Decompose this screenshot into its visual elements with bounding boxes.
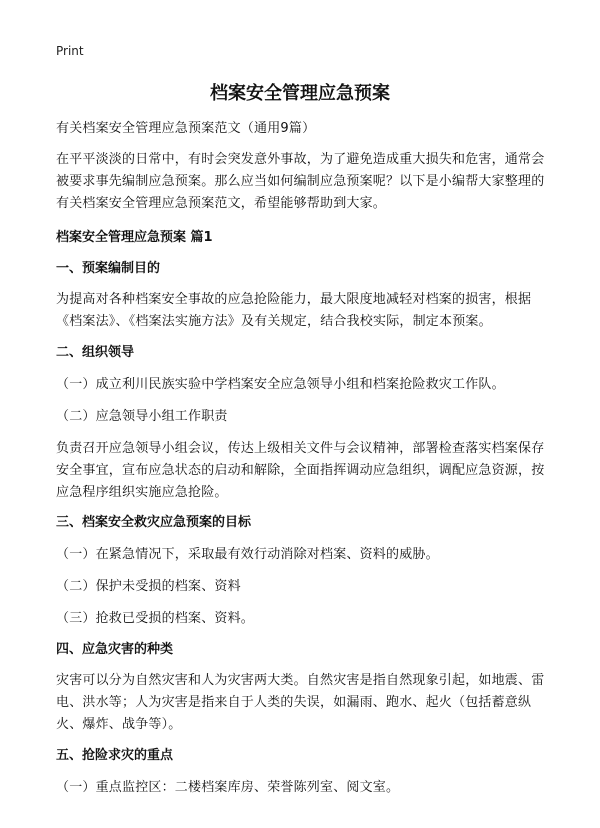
- paragraph-org-c: 负责召开应急领导小组会议，传达上级相关文件与会议精神，部署检查落实档案保存安全事宜，宣布应急状态的启动和解除，全面指挥调动应急组织，调配应急资源，按应急程序组织实施应急抢险。: [56, 441, 545, 500]
- heading-goals: 三、档案安全救灾应急预案的目标: [56, 515, 252, 530]
- section-heading: 档案安全管理应急预案 篇1: [56, 230, 213, 245]
- intro-paragraph: 在平平淡淡的日常中，有时会突发意外事故，为了避免造成重大损失和危害，通常会被要求事先编制应急预案。那么应当如何编制应急预案呢？以下是小编帮大家整理的有关档案安全管理应急预案范文，希望能够帮助到大家。: [56, 152, 545, 211]
- heading-purpose: 一、预案编制目的: [56, 261, 161, 276]
- heading-rescue-focus: 五、抢险求灾的重点: [56, 748, 174, 763]
- paragraph-disaster-types: 灾害可以分为自然灾害和人为灾害两大类。自然灾害是指自然现象引起，如地震、雷电、洪水等；人为灾害是指来自于人类的失误，如漏雨、跑水、起火（包括蓄意纵火、爆炸、战争等）。: [56, 673, 545, 732]
- document-body: [56, 118, 546, 799]
- paragraph-rescue-a: （一）重点监控区：二楼档案库房、荣誉陈列室、阅文室。: [56, 780, 400, 795]
- print-link[interactable]: Print: [56, 44, 84, 58]
- paragraph-goal-b: （二）保护未受损的档案、资料: [56, 579, 241, 594]
- paragraph-org-b: （二）应急领导小组工作职责: [56, 409, 228, 424]
- paragraph-purpose: 为提高对各种档案安全事故的应急抢险能力，最大限度地减轻对档案的损害，根据《档案法》、《档案法实施方法》及有关规定，结合我校实际，制定本预案。: [56, 292, 532, 329]
- paragraph-goal-c: （三）抢救已受损的档案、资料。: [56, 611, 255, 626]
- heading-organization: 二、组织领导: [56, 345, 135, 360]
- paragraph-org-a: （一）成立利川民族实验中学档案安全应急领导小组和档案抢险救灾工作队。: [56, 377, 505, 392]
- heading-disaster-types: 四、应急灾害的种类: [56, 642, 174, 657]
- subtitle: 有关档案安全管理应急预案范文（通用9篇）: [56, 121, 316, 136]
- page-title: 档案安全管理应急预案: [210, 83, 390, 104]
- paragraph-goal-a: （一）在紧急情况下，采取最有效行动消除对档案、资料的威胁。: [56, 547, 439, 562]
